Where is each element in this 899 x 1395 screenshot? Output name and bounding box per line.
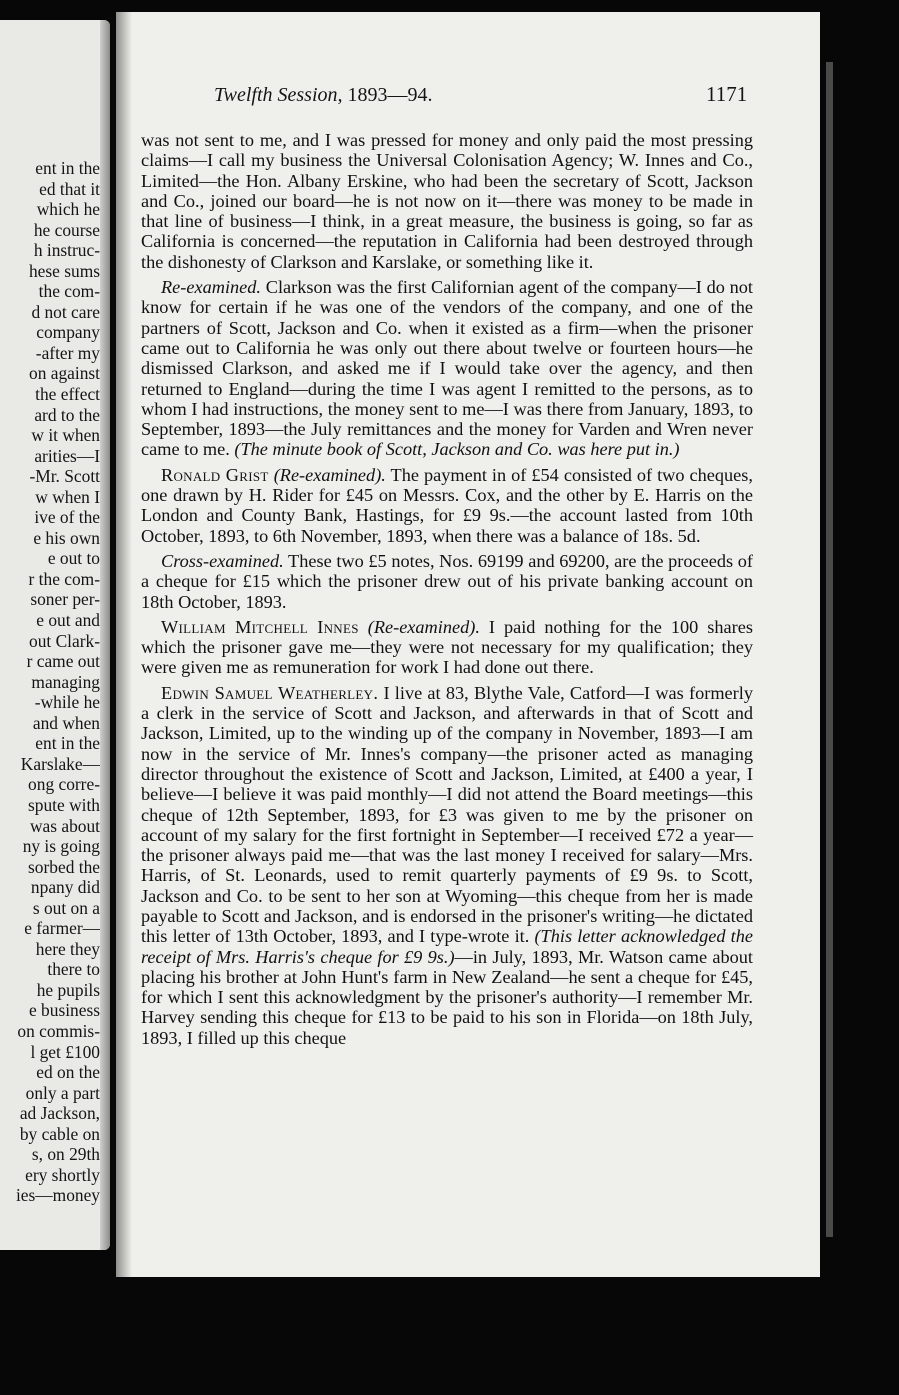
left-margin-line: npany did [30,877,100,898]
cross-examined-label: Cross-examined. [161,550,284,571]
left-margin-line: w when I [35,486,100,507]
re-examined-label-3: (Re-examined). [367,616,480,637]
left-margin-line: the com- [38,281,100,302]
left-margin-line: by cable on [19,1123,100,1144]
re-examined-label: Re-examined. [161,277,261,298]
left-margin-line: e his own [33,527,100,548]
left-margin-line: ny is going [22,836,100,857]
left-margin-line: there to [47,959,100,980]
left-margin-line: only a part [25,1082,100,1103]
left-margin-line: out Clark- [29,630,100,651]
left-margin-line: ard to the [34,404,100,425]
page-gutter [116,12,132,1277]
witness-name-ronald-grist: Ronald Grist [161,464,269,485]
paragraph-6 [141,683,753,1048]
witness-name-william-innes: William Mitchell Innes [161,616,359,637]
left-margin-line: -Mr. Scott [29,466,100,487]
paragraph-4 [141,551,753,612]
left-margin-line: ed on the [36,1062,100,1083]
left-margin-line: ies—money [15,1185,100,1206]
left-margin-line: soner per- [30,589,100,610]
left-margin-line: l get £100 [30,1041,100,1062]
left-margin-line: r the com- [28,568,100,589]
left-page [0,20,110,1250]
page-edge-strip [826,62,833,1237]
left-margin-line: e business [28,1000,100,1021]
left-margin-line: w it when [31,425,100,446]
paragraph-5 [141,617,753,678]
paragraph-3-text: The payment in of £54 consisted of two cheques, one drawn by H. Rider for £45 on Messrs. Cox, and the other by E. Harris on the London and County Bank, Hastings, for £9 9s.—the account lasted from 10th October, 1893, to 6th November, 1893, when there was a balance of 18s. 5d. [141,464,753,546]
left-margin-line: company [36,322,100,343]
paragraph-1-text: was not sent to me, and I was pressed for money and only paid the most pressing claims—I call my business the Universal Colonisation Agency; W. Innes and Co., Limited—the Hon. Albany Erskine, who had been the secretary of Scott, Jackson and Co., joined our board—he is not now on it—there was money to be made in that line of business—I think, in a great measure, the business is going, so far as California is concerned—the reputation in California had been destroyed through the dishonesty of Clarkson and Karslake, or something like it. [141,130,753,272]
left-margin-line: on against [29,363,100,384]
page-body [141,130,753,1053]
left-margin-line: ent in the [35,158,100,178]
left-margin-line: on commis- [17,1020,100,1041]
left-margin-line: ive of the [34,507,100,528]
paragraph-5-text: I paid nothing for the 100 shares which the prisoner gave me—they were not necessary for my qualification; they were given me as remuneration for work I had done out there. [141,616,753,678]
left-margin-line: sorbed the [28,856,100,877]
paragraph-3 [141,465,753,546]
left-margin-line: ent in the [35,733,100,754]
left-margin-line: d not care [31,301,100,322]
left-margin-line: e out and [36,610,100,631]
left-margin-line: -after my [35,342,100,363]
left-margin-line: r came out [26,651,100,672]
left-margin-line: h instruc- [33,240,100,261]
re-examined-label-2: (Re-examined). [273,464,386,485]
paragraph-2-note: (The minute book of Scott, Jackson and Co. was here put in.) [234,439,680,460]
left-margin-line: ed that it [39,178,100,199]
left-margin-line: ad Jackson, [19,1103,100,1124]
page-number: 1171 [706,82,748,106]
left-margin-line: ery shortly [25,1164,100,1185]
left-page-edge [100,20,110,1250]
left-margin-text [0,158,100,1206]
left-margin-line: was about [29,815,100,836]
paragraph-6-note: (This letter acknowledged the receipt of Mrs. Harris's cheque for £9 9s.) [141,926,753,967]
left-margin-line: Karslake— [20,753,100,774]
left-margin-line: and when [32,712,100,733]
paragraph-2-text: Clarkson was the first Californian agent of the company—I do not know for certain if he was one of the vendors of the company, and one of the partners of Scott, Jackson and Co. when it existed as a firm—when the prisoner came out to California he was only out there about twelve or fourteen hours—he dismissed Clarkson, and asked me if I would take over the agency, and then returned to England—during the time I was agent I remitted to the persons, as to whom I had instructions, the money sent to me—I was there from January, 1893, to September, 1893—the July remittances and the money for Varden and Wren never came to me. [141,277,753,460]
paragraph-6-text-a: I live at 83, Blythe Vale, Catford—I was formerly a clerk in the service of Scott and Jackson, and afterwards in that of Scott and Jackson, Limited, up to the winding up of the company in November, 1893—I am now in the service of Mr. Innes's company—the prisoner acted as managing director throughout the existence of Scott and Jackson, Limited, at £400 a year, I believe—I believe it was paid monthly—I did not attend the Board meetings—this cheque of 12th September, 1893, for £3 was given to me by the prisoner on account of my salary for the first fortnight in September—I received £72 a year—the prisoner always paid me—that was the last money I received for salary—Mrs. Harris, of St. Leonards, used to remit quarterly payments of £9 9s. to Scott, Jackson and Co. to be sent to her son at Wyoming—this cheque from her is made payable to Scott and Jackson, and is endorsed in the prisoner's writing—he dictated this letter of 13th October, 1893, and I type-wrote it. [141,682,753,947]
left-margin-line: spute with [28,794,100,815]
paragraph-6-text-b: —in July, 1893, Mr. Watson came about placing his brother at John Hunt's farm in New Zealand—he sent a cheque for £45, for which I sent this acknowledgment by the prisoner's authority—I remember Mr. Harvey sending this cheque for £13 to be paid to his son in Florida—on 18th July, 1893, I filled up this cheque [141,946,753,1048]
left-margin-line: managing [31,671,100,692]
left-margin-line: s out on a [32,897,100,918]
paragraph-2 [141,277,753,460]
left-margin-line: hese sums [28,260,100,281]
left-margin-line: arities—I [34,445,100,466]
paragraph-1 [141,130,753,272]
left-margin-line: he course [33,219,100,240]
running-header [214,84,433,107]
left-margin-line: here they [35,938,100,959]
left-margin-line: -while he [34,692,100,713]
left-margin-line: e out to [47,548,100,569]
left-margin-line: ong corre- [28,774,100,795]
left-margin-line: he pupils [36,979,100,1000]
left-margin-line: which he [36,199,100,220]
session-title: Twelfth Session, [214,84,343,106]
paragraph-4-text: These two £5 notes, Nos. 69199 and 69200, are the proceeds of a cheque for £15 which the prisoner drew out of his private banking account on 18th October, 1893. [141,550,753,612]
session-years: 1893—94. [347,84,433,106]
left-margin-line: e farmer— [24,918,100,939]
witness-name-edwin-weatherley: Edwin Samuel Weatherley. [161,682,379,703]
left-margin-line: the effect [35,384,100,405]
left-margin-line: s, on 29th [31,1144,100,1165]
